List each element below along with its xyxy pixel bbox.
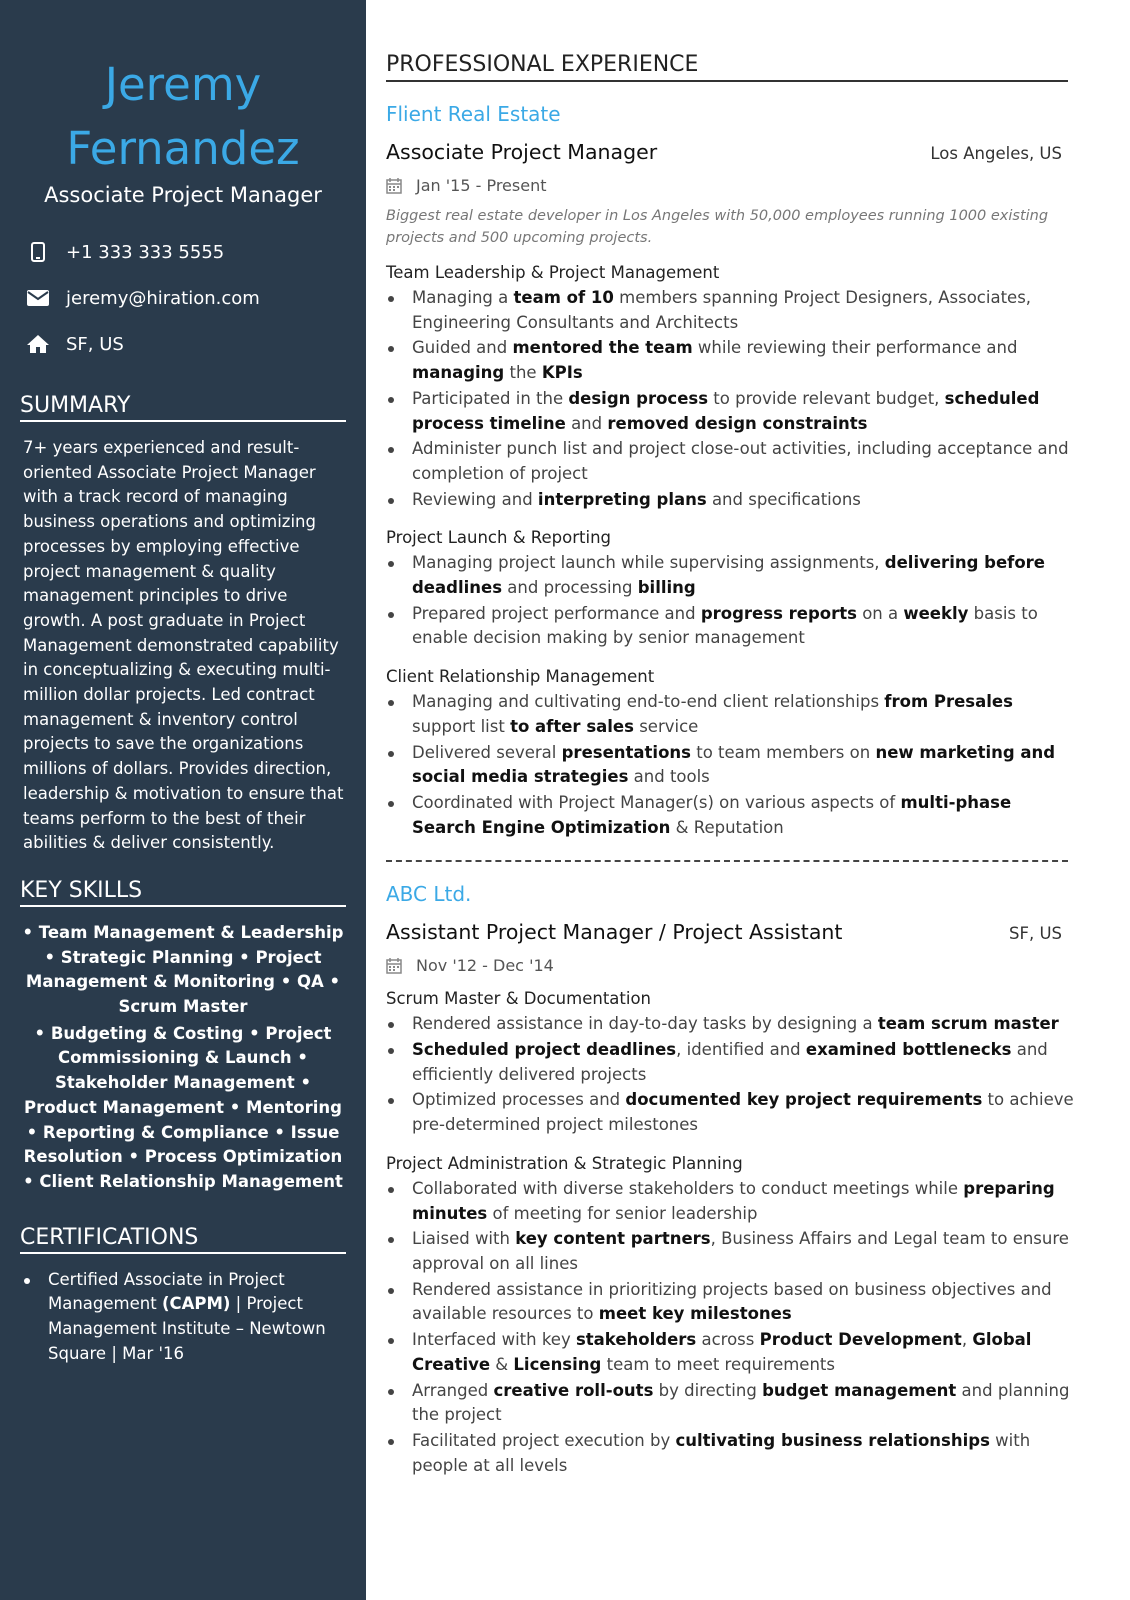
text: across [696, 1330, 760, 1350]
bold-text: delivering before deadlines [412, 553, 1045, 598]
candidate-name [0, 0, 366, 181]
bold-text: team scrum master [877, 1014, 1059, 1034]
calendar-icon [386, 958, 402, 974]
job-location: Los Angeles, US [930, 144, 1062, 163]
key-skills-line-2: • Budgeting & Costing • Project Commissioning & Launch • Stakeholder Management • Product Management • Mentoring • Reporting & Compliance • Issue Resolution • Process Optimization • Client Relationship Management [23, 1023, 343, 1191]
text: Liaised with [412, 1229, 516, 1249]
calendar-icon [386, 178, 402, 194]
text: , Business Affairs and Legal team to ensure approval on all lines [412, 1229, 1069, 1273]
contact-email[interactable] [0, 275, 366, 321]
bold-text: design process [568, 388, 709, 408]
main-content [366, 0, 1130, 1600]
responsibility-item [386, 690, 1076, 739]
job-dates: Jan '15 - Present [416, 176, 547, 195]
text: Participated in the [412, 388, 569, 408]
text: Managing and cultivating end-to-end client relationships [412, 692, 885, 712]
responsibility-list [386, 551, 1076, 651]
text: Optimized processes and [412, 1090, 626, 1110]
bold-text: Scheduled project deadlines [412, 1040, 677, 1060]
responsibility-list [386, 286, 1076, 512]
text: Rendered assistance in day-to-day tasks by designing a [412, 1014, 878, 1034]
cert-text-bold: (CAPM) [161, 1294, 231, 1314]
candidate-first-name: Jeremy [104, 58, 262, 111]
bold-text: team of 10 [513, 288, 614, 307]
responsibility-item [386, 791, 1076, 840]
responsibility-item [386, 1038, 1076, 1087]
job-location: SF, US [1008, 924, 1062, 944]
key-skills-line-1: • Team Management & Leadership • Strategic Planning • Project Management & Monitoring • QA • Scrum Master [22, 922, 344, 1017]
job-divider [386, 860, 1068, 862]
sidebar [0, 0, 366, 1600]
text: , identified and [676, 1040, 806, 1060]
company-name: ABC Ltd. [386, 882, 472, 907]
phone-icon [26, 240, 50, 264]
bold-text: budget management [762, 1380, 957, 1400]
responsibility-item [386, 1328, 1076, 1377]
text: & Reputation [670, 817, 784, 837]
envelope-icon [26, 286, 50, 310]
bold-text: billing [637, 578, 696, 598]
contact-list [0, 229, 366, 367]
text: with people at all levels [412, 1430, 1031, 1475]
responsibility-group-title: Team Leadership & Project Management [386, 263, 720, 282]
bold-text: preparing minutes [412, 1178, 1055, 1223]
bold-text: progress reports [700, 603, 857, 623]
text: to provide relevant budget, [708, 388, 945, 408]
text: of meeting for senior leadership [487, 1203, 758, 1223]
summary-text: 7+ years experienced and result-oriented Associate Project Manager with a track record of managing business operations and optimizing processes by employing effective project management & quality management principles to drive growth. A post graduate in Project Management demonstrated capability in conceptualizing & executing multi-million dollar projects. Led contract management & inventory control projects to save the organizations millions of dollars. Provides direction, leadership & motivation to ensure that teams perform to the best of their abilities & deliver consistently. [23, 438, 344, 853]
key-skills-text [22, 921, 344, 1195]
candidate-role: Associate Project Manager [44, 183, 322, 207]
bold-text: managing [412, 363, 505, 383]
candidate-last-name: Fernandez [66, 122, 300, 175]
certification-item [22, 1268, 344, 1367]
certifications-list [22, 1268, 344, 1367]
job-dates: Nov '12 - Dec '14 [416, 956, 554, 976]
text: by directing [653, 1380, 763, 1400]
responsibility-item [386, 387, 1076, 436]
text: & [490, 1354, 514, 1374]
email-text: jeremy@hiration.com [66, 287, 260, 309]
text: Administer punch list and project close-out activities, including acceptance and completion of project [412, 439, 1069, 483]
bold-text: multi-phase Search Engine Optimization [412, 792, 1012, 837]
text: and specifications [706, 489, 861, 509]
text: and planning the project [412, 1380, 1070, 1425]
responsibility-group-title: Project Administration & Strategic Planning [386, 1153, 743, 1173]
text: while reviewing their performance and [692, 338, 1018, 358]
location-text: SF, US [66, 333, 124, 355]
text: , [961, 1330, 973, 1350]
responsibility-item [386, 1227, 1076, 1276]
summary-heading: SUMMARY [20, 393, 346, 422]
responsibility-item [386, 1429, 1076, 1478]
text: Facilitated project execution by [412, 1430, 676, 1450]
text: service [633, 716, 699, 736]
text: members spanning Project Designers, Associates, Engineering Consultants and Architects [412, 288, 1032, 332]
job-entry [386, 102, 1130, 840]
bold-text: interpreting plans [537, 489, 707, 509]
bold-text: KPIs [541, 363, 583, 383]
text: Rendered assistance in prioritizing projects based on business objectives and available resources to [412, 1279, 1052, 1324]
jobs-container [386, 102, 1130, 1478]
job-title: Associate Project Manager [386, 140, 658, 164]
responsibility-list [386, 1177, 1076, 1478]
responsibility-group-title: Client Relationship Management [386, 667, 655, 687]
bold-text: from Presales [884, 692, 1013, 712]
text: and efficiently delivered projects [412, 1040, 1048, 1084]
key-skills-heading: KEY SKILLS [20, 878, 346, 907]
responsibility-list [386, 690, 1076, 840]
text: support list [412, 716, 511, 736]
responsibility-group-title: Scrum Master & Documentation [386, 989, 652, 1009]
responsibility-item [386, 336, 1076, 385]
text: Guided and [412, 338, 513, 358]
cert-text-post: | Project Management Institute – Newtown Square | Mar '16 [48, 1294, 326, 1363]
responsibility-item [386, 1088, 1076, 1137]
home-icon [26, 332, 50, 356]
job-title-row [386, 140, 1062, 164]
text: Interfaced with key [412, 1330, 576, 1350]
bold-text: presentations [561, 742, 691, 762]
text: on a [856, 603, 904, 623]
certifications-heading: CERTIFICATIONS [20, 1225, 346, 1254]
text: Arranged [412, 1380, 494, 1400]
text: Coordinated with Project Manager(s) on various aspects of [412, 792, 901, 812]
bold-text: Product Development [759, 1330, 962, 1350]
bold-text: key content partners [515, 1229, 711, 1249]
text: Prepared project performance and [412, 603, 701, 623]
responsibility-item [386, 437, 1076, 486]
text: the [504, 363, 542, 383]
text: Managing a [412, 288, 514, 307]
bold-text: stakeholders [575, 1330, 697, 1350]
text: team to meet requirements [601, 1354, 835, 1374]
bold-text: removed design constraints [607, 413, 868, 433]
text: Managing project launch while supervising assignments, [412, 553, 885, 573]
responsibility-item [386, 602, 1076, 651]
responsibility-item [386, 1379, 1076, 1428]
bold-text: examined bottlenecks [805, 1040, 1012, 1060]
bold-text: cultivating business relationships [675, 1430, 990, 1450]
text: basis to enable decision making by senior management [412, 603, 1038, 648]
responsibility-item [386, 1278, 1076, 1327]
bold-text: creative roll-outs [493, 1380, 654, 1400]
job-dates-row [386, 956, 1130, 975]
text: and processing [502, 578, 638, 598]
bold-text: scheduled process timeline [412, 388, 1040, 433]
text: Delivered several [412, 742, 562, 762]
contact-location [0, 321, 366, 367]
text: to achieve pre-determined project milestones [412, 1090, 1074, 1135]
job-title-row [386, 920, 1062, 944]
responsibility-item [386, 741, 1076, 790]
bold-text: Global Creative [412, 1330, 1032, 1374]
text: Reviewing and [412, 489, 538, 509]
experience-heading: PROFESSIONAL EXPERIENCE [386, 52, 1068, 82]
text: and tools [628, 767, 710, 787]
text: and [565, 413, 608, 433]
responsibility-item [386, 286, 1076, 335]
bold-text: new marketing and social media strategies [412, 742, 1056, 787]
responsibility-item [386, 1177, 1076, 1226]
bold-text: meet key milestones [598, 1304, 792, 1324]
bold-text: mentored the team [512, 338, 693, 358]
bold-text: weekly [903, 603, 969, 623]
company-name: Flient Real Estate [386, 102, 561, 126]
responsibility-list [386, 1012, 1076, 1138]
bold-text: to after sales [510, 716, 634, 736]
responsibility-item [386, 1012, 1076, 1037]
responsibility-item [386, 551, 1076, 600]
contact-phone[interactable] [0, 229, 366, 275]
phone-text: +1 333 333 5555 [66, 241, 225, 263]
cert-text-pre: Certified Associate in Project Management [48, 1269, 285, 1314]
job-title: Assistant Project Manager / Project Assistant [386, 920, 843, 945]
text: to team members on [691, 742, 876, 762]
bold-text: documented key project requirements [625, 1090, 983, 1110]
responsibility-item [386, 488, 1076, 513]
job-entry [386, 882, 1130, 1478]
company-description: Biggest real estate developer in Los Angeles with 50,000 employees running 1000 existing projects and 500 upcoming projects. [386, 208, 1049, 246]
job-dates-row [386, 176, 1130, 195]
bold-text: Licensing [513, 1354, 602, 1374]
responsibility-group-title: Project Launch & Reporting [386, 528, 612, 548]
text: Collaborated with diverse stakeholders to conduct meetings while [412, 1178, 964, 1198]
